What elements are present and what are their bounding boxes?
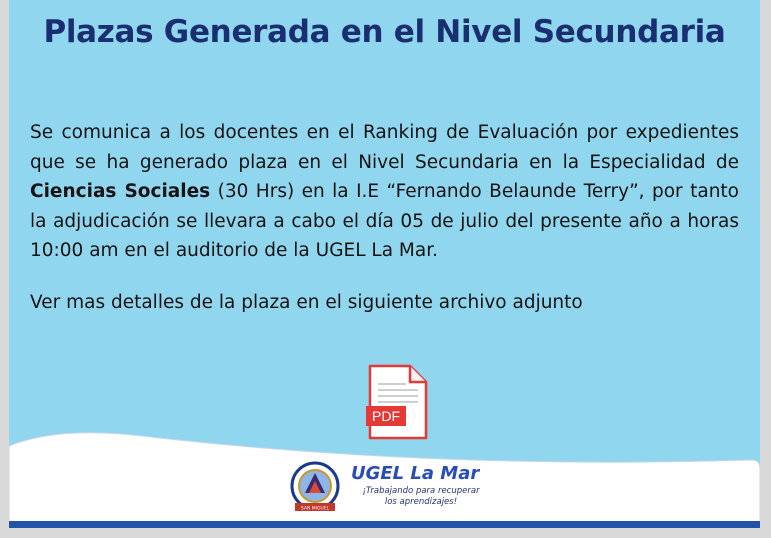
- tagline-line-1: ¡Trabajando para recuperar: [362, 486, 480, 496]
- details-text: Ver mas detalles de la plaza en el siguiente archivo adjunto: [30, 292, 583, 313]
- tagline-line-2: los aprendizajes!: [384, 497, 458, 507]
- emblem-text: SAN MIGUEL: [300, 506, 330, 512]
- announcement-text-part1: Se comunica a los docentes en el Ranking de Evaluación por expedientes que se ha generado plaza en el Nivel Secundaria en la Especialidad de: [30, 122, 739, 173]
- pdf-label: PDF: [372, 408, 400, 424]
- org-name: UGEL La Mar: [351, 463, 480, 484]
- page-title: Plazas Generada en el Nivel Secundaria: [43, 14, 726, 50]
- ugel-logo: [285, 456, 485, 516]
- specialty-name: Ciencias Sociales: [30, 181, 211, 202]
- announcement-slide: [9, 0, 760, 528]
- announcement-text-part2: (30 Hrs) en la I.E “Fernando Belaunde Terry”, por tanto la adjudicación se llevara a cabo el día 05 de julio del presente año a horas 10:00 am en el auditorio de la UGEL La Mar.: [30, 181, 739, 261]
- ugel-emblem-icon: [285, 459, 349, 517]
- org-tagline: [351, 486, 491, 508]
- announcement-text: [30, 118, 739, 266]
